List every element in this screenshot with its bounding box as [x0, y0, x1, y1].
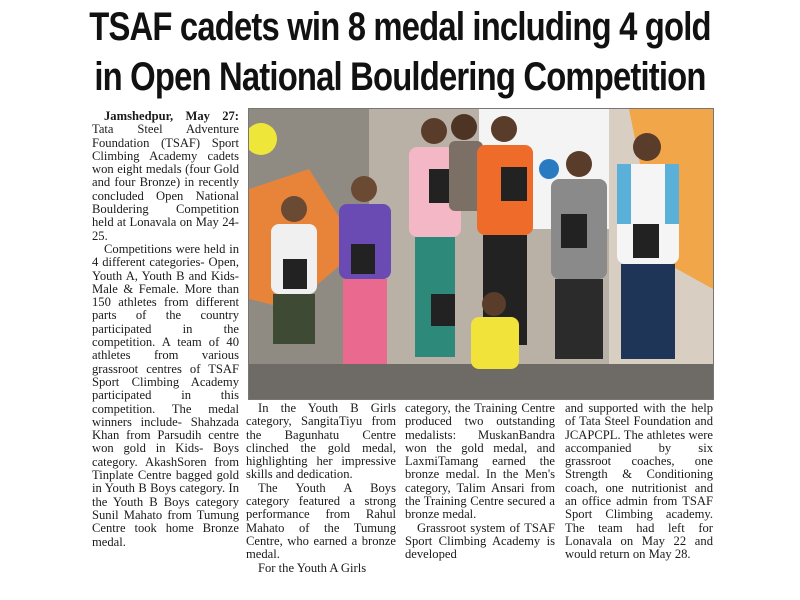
article-paragraph: The Youth A Boys category featured a strong performance from Rahul Mahato of the Tumung Centre, who earned a bronze medal. [246, 480, 396, 562]
article-column-2 [246, 402, 396, 575]
article-paragraph: category, the Training Centre produced two outstanding medalists: MuskanBandra won the gold medal, and LaxmiTamang earned the bronze medal. In the Men's category, Talim Ansari from the Training Centre secured a bronze medal. [405, 401, 555, 522]
article-column-1 [92, 110, 239, 549]
article-paragraph: For the Youth A Girls [258, 560, 367, 575]
article-column-4 [565, 402, 713, 562]
article-paragraph: and supported with the help of Tata Steel Foundation and JCAPCPL. The athletes were accompanied by six grassroot coaches, one Strength & Conditioning coach, one nutritionist and an office admin from TSAF Sport Climbing academy. The team had left for Lonavala on May 22 and would return on May 28. [565, 401, 713, 562]
article-paragraph: Competitions were held in 4 different categories- Open, Youth A, Youth B and Kids-Male & Female. More than 150 athletes from different parts of the country participated in the competition. A team of 40 athletes from various grassroot centres of TSAF Sport Climbing Academy participated in this competition. The medal winners include- Shahzada Khan from Parsudih centre won gold in Kids- Boys category. AkashSoren from Tinplate Centre bagged gold in Youth B Boys category. In the Youth B Boys category Sunil Mahato from Tumung Centre took home Bronze medal. [92, 241, 239, 549]
headline-line-2: in Open National Bouldering Competition [94, 55, 706, 99]
article-paragraph: Grassroot system of TSAF Sport Climbing Academy is developed [405, 520, 555, 562]
headline-line-1: TSAF cadets win 8 medal including 4 gold [89, 5, 711, 49]
article-column-3 [405, 402, 555, 562]
article-paragraph [92, 110, 239, 243]
dateline: Jamshedpur, May 27: [104, 109, 239, 123]
article-paragraph: In the Youth B Girls category, SangitaTiyu from the Bagunhatu Centre clinched the gold medal, highlighting her impressive skills and dedication. [246, 401, 396, 482]
paragraph-text: Tata Steel Adventure Foundation (TSAF) Sport Climbing Academy cadets won eight medals (four Gold and four Bronze) in recently concluded Open National Bouldering Competition held at Lonavala on May 24-25. [92, 122, 239, 243]
news-photo [248, 108, 714, 400]
photo-illustration [249, 109, 713, 399]
